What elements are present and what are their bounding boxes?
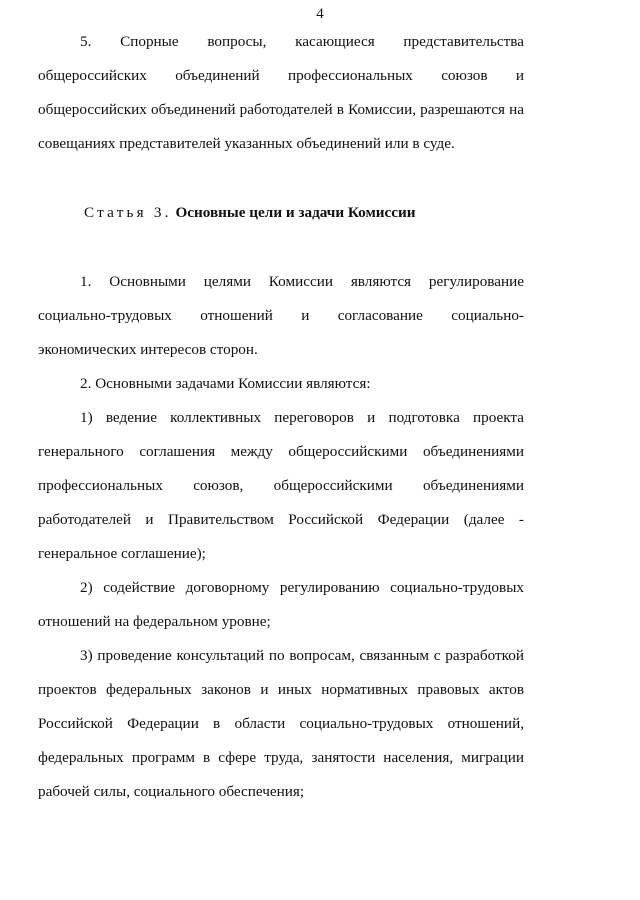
paragraph-5: 5. Спорные вопросы, касающиеся представительства общероссийских объединений профессиональных союзов и общероссийских объединений работодателей в Комиссии, разрешаются на совещаниях представителей указанных объединений или в суде.: [38, 33, 524, 152]
article-body: [38, 265, 524, 809]
section-top: [38, 25, 524, 161]
page-number: 4: [316, 6, 324, 22]
paragraph-tasks-intro: 2. Основными задачами Комиссии являются:: [80, 375, 371, 392]
list-item-1: 1) ведение коллективных переговоров и подготовка проекта генерального соглашения между общероссийскими объединениями профессиональных союзов, общероссийскими объединениями работодателей и Правительством Российской Федерации (далее - генеральное соглашение);: [38, 409, 524, 562]
article-label: Статья 3.: [84, 204, 172, 221]
paragraph-goals: 1. Основными целями Комиссии являются регулирование социально-трудовых отношений и согласование социально-экономических интересов сторон.: [38, 273, 524, 358]
list-item-2: 2) содействие договорному регулированию социально-трудовых отношений на федеральном уровне;: [38, 579, 524, 630]
list-item-3: 3) проведение консультаций по вопросам, связанным с разработкой проектов федеральных законов и иных нормативных правовых актов Российской Федерации в области социально-трудовых отношений, федеральных программ в сфере труда, занятости населения, миграции рабочей силы, социального обеспечения;: [38, 647, 524, 800]
article-heading-block: [38, 196, 524, 230]
article-heading: [38, 196, 524, 230]
article-title: Основные цели и задачи Комиссии: [175, 204, 416, 221]
